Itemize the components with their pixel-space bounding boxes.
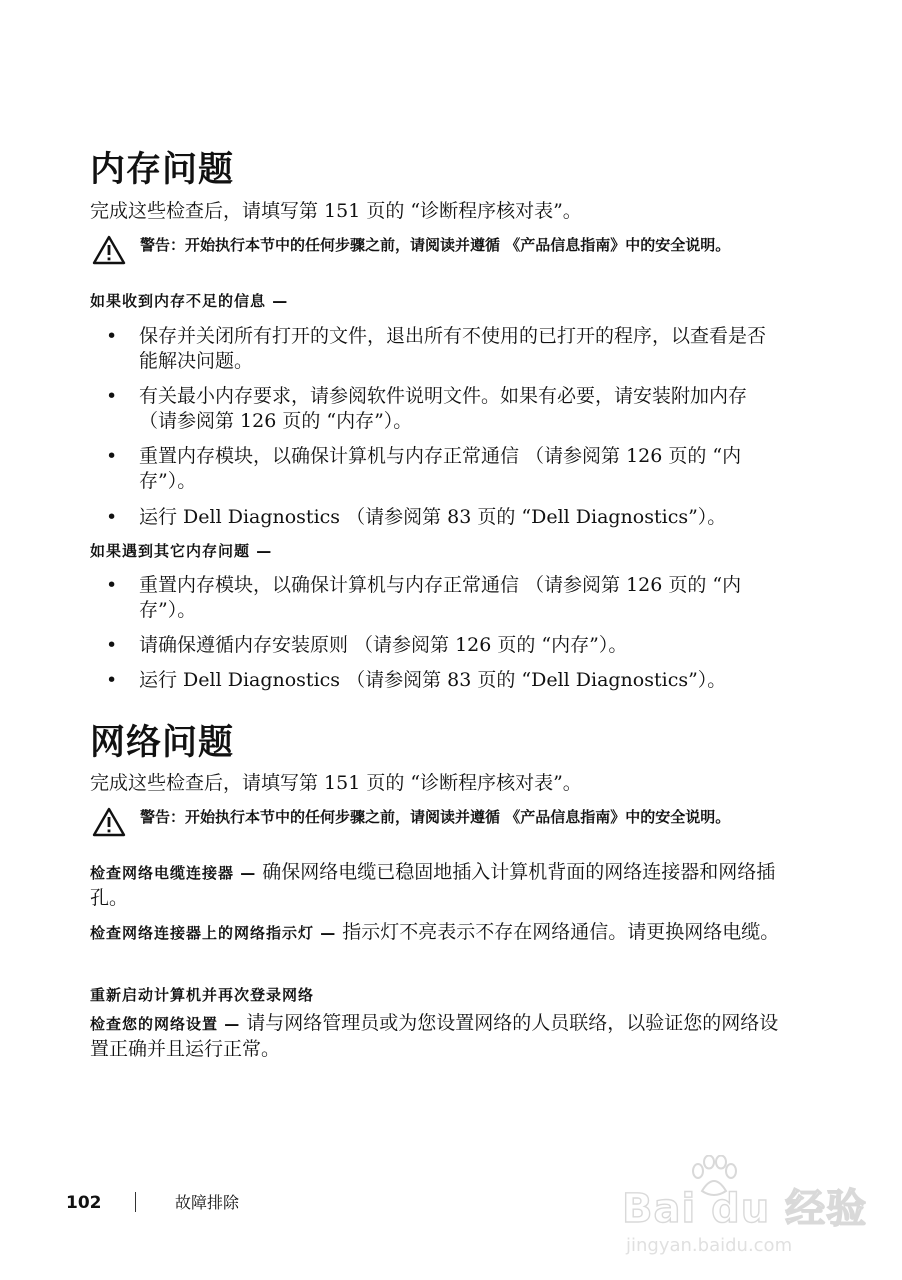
list-item-text: 重置内存模块，以确保计算机与内存正常通信 （请参阅第 126 页的 “内存”）。 (139, 574, 742, 621)
other-memory-heading: 如果遇到其它内存问题 — (90, 542, 273, 560)
footer-divider (135, 1192, 136, 1212)
bullet-dot-icon: • (106, 634, 118, 656)
check-network-cable (90, 860, 780, 911)
bullet-dot-icon: • (106, 325, 118, 347)
network-warning-text: 警告：开始执行本节中的任何步骤之前，请阅读并遵循 《产品信息指南》中的安全说明。 (140, 808, 731, 826)
check-network-light (90, 920, 780, 946)
check-network-light-lead: 检查网络连接器上的网络指示灯 — (90, 924, 337, 942)
bullet-dot-icon: • (106, 574, 118, 596)
bullet-dot-icon: • (106, 506, 118, 528)
restart-and-login (90, 982, 780, 1008)
check-network-settings-lead: 检查您的网络设置 — (90, 1015, 241, 1033)
watermark (622, 1155, 868, 1265)
restart-and-login-lead: 重新启动计算机并再次登录网络 (90, 986, 315, 1004)
check-network-light-text: 指示灯不亮表示不存在网络通信。请更换网络电缆。 (336, 921, 780, 943)
network-intro: 完成这些检查后，请填写第 151 页的 “诊断程序核对表”。 (90, 772, 582, 794)
memory-problems-title: 内存问题 (90, 150, 235, 190)
memory-warning (90, 234, 780, 278)
watermark-brand: Bai du 经验 (622, 1186, 868, 1232)
page-number: 102 (66, 1193, 102, 1213)
section-name: 故障排除 (175, 1193, 240, 1212)
list-item-text: 请确保遵循内存安装原则 （请参阅第 126 页的 “内存”）。 (139, 634, 628, 656)
check-network-settings-text: 请与网络管理员或为您设置网络的人员联络，以验证您的网络设置正确并且运行正常。 (90, 1012, 779, 1060)
bullet-dot-icon: • (106, 669, 118, 691)
memory-warning-text: 警告：开始执行本节中的任何步骤之前，请阅读并遵循 《产品信息指南》中的安全说明。 (140, 236, 731, 254)
list-item-text: 保存并关闭所有打开的文件，退出所有不使用的已打开的程序，以查看是否能解决问题。 (139, 325, 767, 372)
list-item-text: 运行 Dell Diagnostics （请参阅第 83 页的 “Dell Diagnostics”）。 (139, 506, 727, 528)
list-item-text: 重置内存模块，以确保计算机与内存正常通信 （请参阅第 126 页的 “内存”）。 (139, 445, 742, 492)
bullet-dot-icon: • (106, 445, 118, 467)
warning-triangle-icon (92, 235, 126, 265)
list-item-text: 运行 Dell Diagnostics （请参阅第 83 页的 “Dell Diagnostics”）。 (139, 669, 727, 691)
check-network-settings (90, 1011, 780, 1062)
bullet-dot-icon: • (106, 385, 118, 407)
memory-intro: 完成这些检查后，请填写第 151 页的 “诊断程序核对表”。 (90, 200, 582, 222)
check-network-cable-text: 确保网络电缆已稳固地插入计算机背面的网络连接器和网络插孔。 (90, 861, 776, 909)
warning-triangle-icon (92, 807, 126, 837)
watermark-url: jingyan.baidu.com (626, 1235, 793, 1256)
list-item-text: 有关最小内存要求，请参阅软件说明文件。如果有必要，请安装附加内存 （请参阅第 126 页的 “内存”）。 (139, 385, 748, 432)
network-problems-title: 网络问题 (90, 723, 235, 763)
insufficient-memory-heading: 如果收到内存不足的信息 — (90, 292, 289, 310)
check-network-cable-lead: 检查网络电缆连接器 — (90, 864, 257, 882)
network-warning (90, 806, 780, 850)
